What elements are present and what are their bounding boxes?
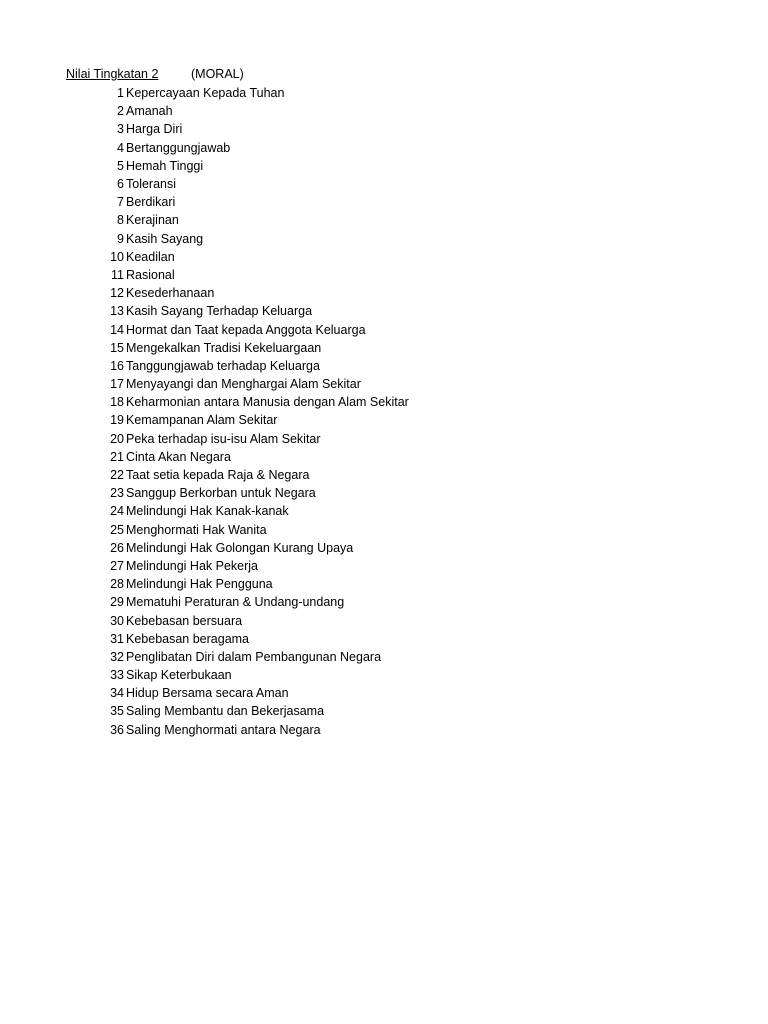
list-item xyxy=(0,266,409,284)
document-subject: (MORAL) xyxy=(191,67,244,81)
list-item xyxy=(0,521,409,539)
list-item xyxy=(0,721,409,739)
list-item xyxy=(0,357,409,375)
item-text: Sanggup Berkorban untuk Negara xyxy=(126,486,316,501)
list-item xyxy=(0,539,409,557)
item-text: Rasional xyxy=(126,267,175,282)
item-number: 34 xyxy=(110,686,124,701)
item-text: Harga Diri xyxy=(126,122,183,137)
list-item xyxy=(0,502,409,520)
item-number: 24 xyxy=(110,504,124,519)
list-item xyxy=(0,248,409,266)
item-number: 17 xyxy=(110,377,124,392)
item-text: Hemah Tinggi xyxy=(126,158,204,173)
list-item xyxy=(0,466,409,484)
item-number: 30 xyxy=(110,613,124,628)
item-number: 26 xyxy=(110,540,124,555)
list-item xyxy=(0,302,409,320)
item-number: 7 xyxy=(117,195,124,210)
item-number: 27 xyxy=(110,558,124,573)
item-text: Kemampanan Alam Sekitar xyxy=(126,413,278,428)
item-text: Kerajinan xyxy=(126,213,179,228)
item-number: 29 xyxy=(110,595,124,610)
item-text: Kasih Sayang Terhadap Keluarga xyxy=(126,304,313,319)
item-text: Menghormati Hak Wanita xyxy=(126,522,267,537)
item-number: 9 xyxy=(117,231,124,246)
list-item xyxy=(0,320,409,338)
list-item xyxy=(0,648,409,666)
list-item xyxy=(0,339,409,357)
document-title: Nilai Tingkatan 2 xyxy=(66,67,159,81)
item-text: Kebebasan bersuara xyxy=(126,613,243,628)
item-number: 21 xyxy=(110,449,124,464)
list-item xyxy=(0,575,409,593)
item-text: Cinta Akan Negara xyxy=(126,449,231,464)
list-item xyxy=(0,484,409,502)
item-text: Penglibatan Diri dalam Pembangunan Negara xyxy=(126,649,382,664)
item-text: Tanggungjawab terhadap Keluarga xyxy=(126,358,320,373)
list-item xyxy=(0,684,409,702)
list-item xyxy=(0,230,409,248)
item-text: Saling Membantu dan Bekerjasama xyxy=(126,704,325,719)
item-number: 4 xyxy=(117,140,124,155)
item-number: 35 xyxy=(110,704,124,719)
item-number: 32 xyxy=(110,649,124,664)
item-number: 6 xyxy=(117,177,124,192)
list-item xyxy=(0,84,409,102)
list-item xyxy=(0,102,409,120)
list-item xyxy=(0,157,409,175)
item-number: 28 xyxy=(110,577,124,592)
item-number: 5 xyxy=(117,158,124,173)
list-item xyxy=(0,175,409,193)
item-text: Melindungi Hak Golongan Kurang Upaya xyxy=(126,540,354,555)
list-item xyxy=(0,702,409,720)
list-item xyxy=(0,393,409,411)
item-text: Melindungi Hak Pekerja xyxy=(126,558,259,573)
list-item xyxy=(0,593,409,611)
list-item xyxy=(0,430,409,448)
item-number: 13 xyxy=(110,304,124,319)
item-number: 15 xyxy=(110,340,124,355)
item-text: Bertanggungjawab xyxy=(126,140,231,155)
item-text: Keadilan xyxy=(126,249,175,264)
item-text: Kepercayaan Kepada Tuhan xyxy=(126,86,285,101)
item-number: 8 xyxy=(117,213,124,228)
item-text: Saling Menghormati antara Negara xyxy=(126,722,321,737)
item-number: 10 xyxy=(110,249,124,264)
item-text: Melindungi Hak Pengguna xyxy=(126,577,273,592)
item-text: Amanah xyxy=(126,104,173,119)
list-item xyxy=(0,139,409,157)
item-text: Menyayangi dan Menghargai Alam Sekitar xyxy=(126,377,361,392)
list-item xyxy=(0,211,409,229)
item-number: 12 xyxy=(110,286,124,301)
item-number: 31 xyxy=(110,631,124,646)
item-text: Peka terhadap isu-isu Alam Sekitar xyxy=(126,431,321,446)
document-heading xyxy=(66,66,244,82)
item-text: Mematuhi Peraturan & Undang-undang xyxy=(126,595,345,610)
item-number: 11 xyxy=(111,267,124,282)
item-text: Mengekalkan Tradisi Kekeluargaan xyxy=(126,340,322,355)
list-item xyxy=(0,630,409,648)
item-text: Kesederhanaan xyxy=(126,286,215,301)
list-item xyxy=(0,193,409,211)
item-number: 22 xyxy=(110,468,124,483)
item-text: Berdikari xyxy=(126,195,176,210)
list-item xyxy=(0,284,409,302)
item-number: 19 xyxy=(110,413,124,428)
item-text: Sikap Keterbukaan xyxy=(126,668,232,683)
values-list xyxy=(0,84,409,739)
item-text: Toleransi xyxy=(126,177,177,192)
item-number: 36 xyxy=(110,722,124,737)
item-number: 2 xyxy=(117,104,124,119)
list-item xyxy=(0,448,409,466)
list-item xyxy=(0,120,409,138)
item-text: Kebebasan beragama xyxy=(126,631,250,646)
item-number: 14 xyxy=(110,322,124,337)
list-item xyxy=(0,666,409,684)
item-text: Hormat dan Taat kepada Anggota Keluarga xyxy=(126,322,366,337)
item-number: 20 xyxy=(110,431,124,446)
item-number: 25 xyxy=(110,522,124,537)
item-text: Melindungi Hak Kanak-kanak xyxy=(126,504,289,519)
item-text: Keharmonian antara Manusia dengan Alam Sekitar xyxy=(126,395,409,410)
item-number: 16 xyxy=(110,358,124,373)
item-text: Hidup Bersama secara Aman xyxy=(126,686,289,701)
list-item xyxy=(0,411,409,429)
item-number: 18 xyxy=(110,395,124,410)
item-number: 23 xyxy=(110,486,124,501)
list-item xyxy=(0,375,409,393)
item-text: Taat setia kepada Raja & Negara xyxy=(126,468,310,483)
item-number: 33 xyxy=(110,668,124,683)
list-item xyxy=(0,557,409,575)
item-text: Kasih Sayang xyxy=(126,231,204,246)
list-item xyxy=(0,611,409,629)
item-number: 3 xyxy=(117,122,124,137)
item-number: 1 xyxy=(117,86,124,101)
